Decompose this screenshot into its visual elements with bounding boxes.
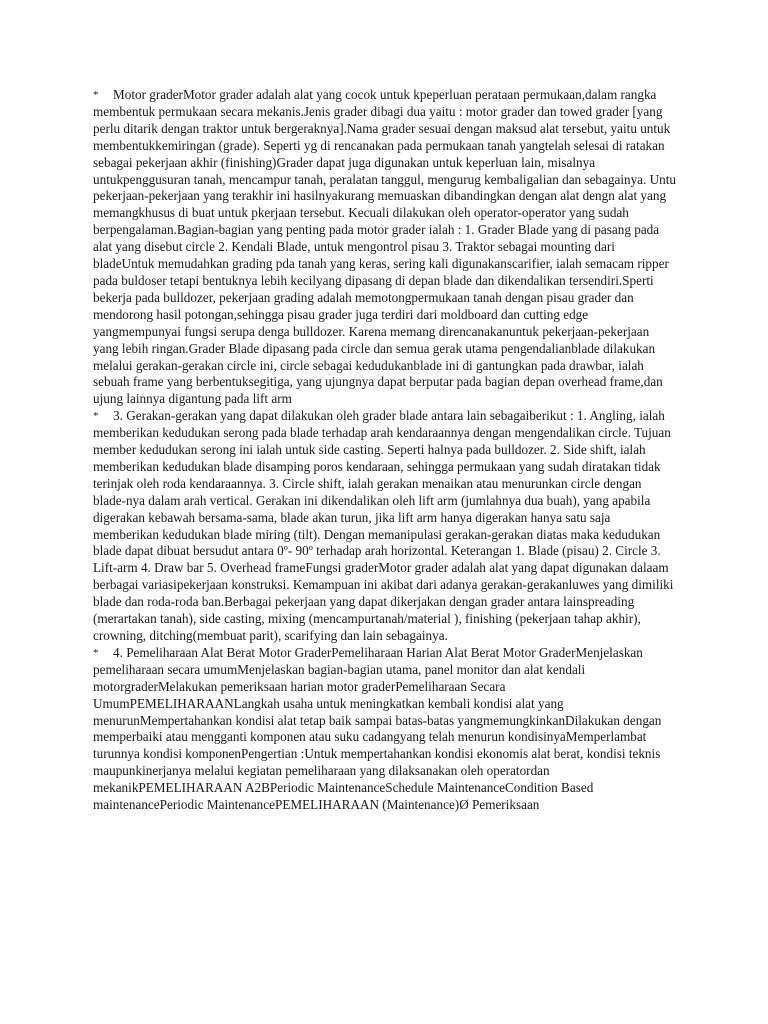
paragraph-text: Motor graderMotor grader adalah alat yang cocok untuk kpeperluan perataan permukaan,dalam rangka membentuk permukaan secara mekanis.Jenis grader dibagi dua yaitu : motor grader dan towed grader [yang perlu ditarik dengan traktor untuk bergeraknya].Nama grader sesuai dengan maksud alat tersebut, yaitu untuk membentukkemiringan (grade). Seperti yg di rencanakan pada permukaan tanah yangtelah selesai di ratakan sebagai pekerjaan akhir (finishing)Grader dapat juga digunakan untuk keperluan lain, misalnya untukpenggusuran tanah, mencampur tanah, peralatan tanggul, mengurug kembaligalian dan sebagainya. Untu pekerjaan-pekerjaan yang terakhir ini hasilnyakurang memuaskan dibandingkan dengan alat dengn alat yang memangkhusus di buat untuk pkerjaan tersebut. Kecuali dilakukan oleh operator-operator yang sudah berpengalaman.Bagian-bagian yang penting pada motor grader ialah : 1. Grader Blade yang di pasang pada alat yang disebut circle 2. Kendali Blade, untuk mengontrol pisau 3. Traktor sebagai mounting dari bladeUntuk memudahkan grading pda tanah yang keras, sering kali digunakanscarifier, ialah semacam ripper pada buldoser tetapi bentuknya lebih kecilyang dipasang di depan blade dan dikendalikan tersendiri.Sperti bekerja pada bulldozer, pekerjaan grading adalah memotongpermukaan tanah dengan pisau grader dan mendorong hasil potongan,sehingga pisau grader juga terdiri dari moldboard dan cutting edge yangmempunyai fungsi serupa denga bulldozer. Karena memang direncanakanuntuk pekerjaan-pekerjaan yang lebih ringan.Grader Blade dipasang pada circle dan semua gerak utama pengendalianblade dilakukan melalui gerakan-gerakan circle ini, circle sebagai kedudukanblade ini di gantungkan pada drawbar, ialah sebuah frame yang berbentuksegitiga, yang ujungnya dapat berputar pada bagian depan overhead frame,dan ujung lainnya digantung pada lift arm [93,87,676,407]
paragraph-text: 4. Pemeliharaan Alat Berat Motor GraderPemeliharaan Harian Alat Berat Motor GraderMenjelaskan pemeliharaan secara umumMenjelaskan bagian-bagian utama, panel monitor dan alat kendali motorgraderMelakukan pemeriksaan harian motor graderPemeliharaan Secara UmumPEMELIHARAANLangkah usaha untuk meningkatkan kembali kondisi alat yang menurunMempertahankan kondisi alat tetap baik sampai batas-batas yangmemungkinkanDilakukan dengan memperbaiki atau mengganti komponen atau suku cadangyang telah menurun kondisinyaMemperlambat turunnya kondisi komponenPengertian :Untuk mempertahankan kondisi ekonomis alat berat, kondisi teknis maupunkinerjanya melalui kegiatan pemeliharaan yang dilaksanakan oleh operatordan mekanikPEMELIHARAAN A2BPeriodic MaintenanceSchedule MaintenanceCondition Based maintenancePeriodic MaintenancePEMELIHARAAN (Maintenance)Ø Pemeriksaan [93,644,662,813]
document-body [93,87,677,814]
bullet-marker: * [93,646,99,659]
bullet-marker: * [93,89,99,101]
bullet-marker: * [93,410,99,423]
paragraph-blade-movements [93,408,677,645]
paragraph-text: 3. Gerakan-gerakan yang dapat dilakukan oleh grader blade antara lain sebagaiberikut : 1. Angling, ialah memberikan kedudukan serong pada blade terhadap arah kendaraannya dengan mengendalikan circle. Tujuan member kedudukan serong ini ialah untuk side casting. Seperti halnya pada bulldozer. 2. Side shift, ialah memberikan kedudukan blade disamping poros kendaraan, sehingga permukaan yang sudah diratakan tidak terinjak oleh roda kendaraannya. 3. Circle shift, ialah gerakan menaikan atau menurunkan circle dengan blade-nya dalam arah vertical. Gerakan ini dikendalikan oleh lift arm (jumlahnya dua buah), yang apabila digerakan kebawah bersama-sama, blade akan turun, jika lift arm hanya digerakan hanya satu saja memberikan kedudukan blade miring (tilt). Dengan memanipulasi gerakan-gerakan diatas maka kedudukan blade dapat dibuat bersudut antara 0º- 90º terhadap arah horizontal. Keterangan 1. Blade (pisau) 2. Circle 3. Lift-arm 4. Draw bar 5. Overhead frameFungsi graderMotor grader adalah alat yang dapat digunakan dalaam berbagai variasipekerjaan konstruksi. Kemampuan ini akibat dari adanya gerakan-gerakanluwes yang dimiliki blade dan roda-roda ban.Berbagai pekerjaan yang dapat dikerjakan dengan grader antara lainspreading (merartakan tanah), side casting, mixing (mencampurtanah/material ), finishing (pekerjaan tahap akhir), crowning, ditching(membuat parit), scarifying dan lain sebagainya. [93,408,674,643]
paragraph-maintenance [93,645,677,814]
paragraph-motor-grader [93,87,677,408]
